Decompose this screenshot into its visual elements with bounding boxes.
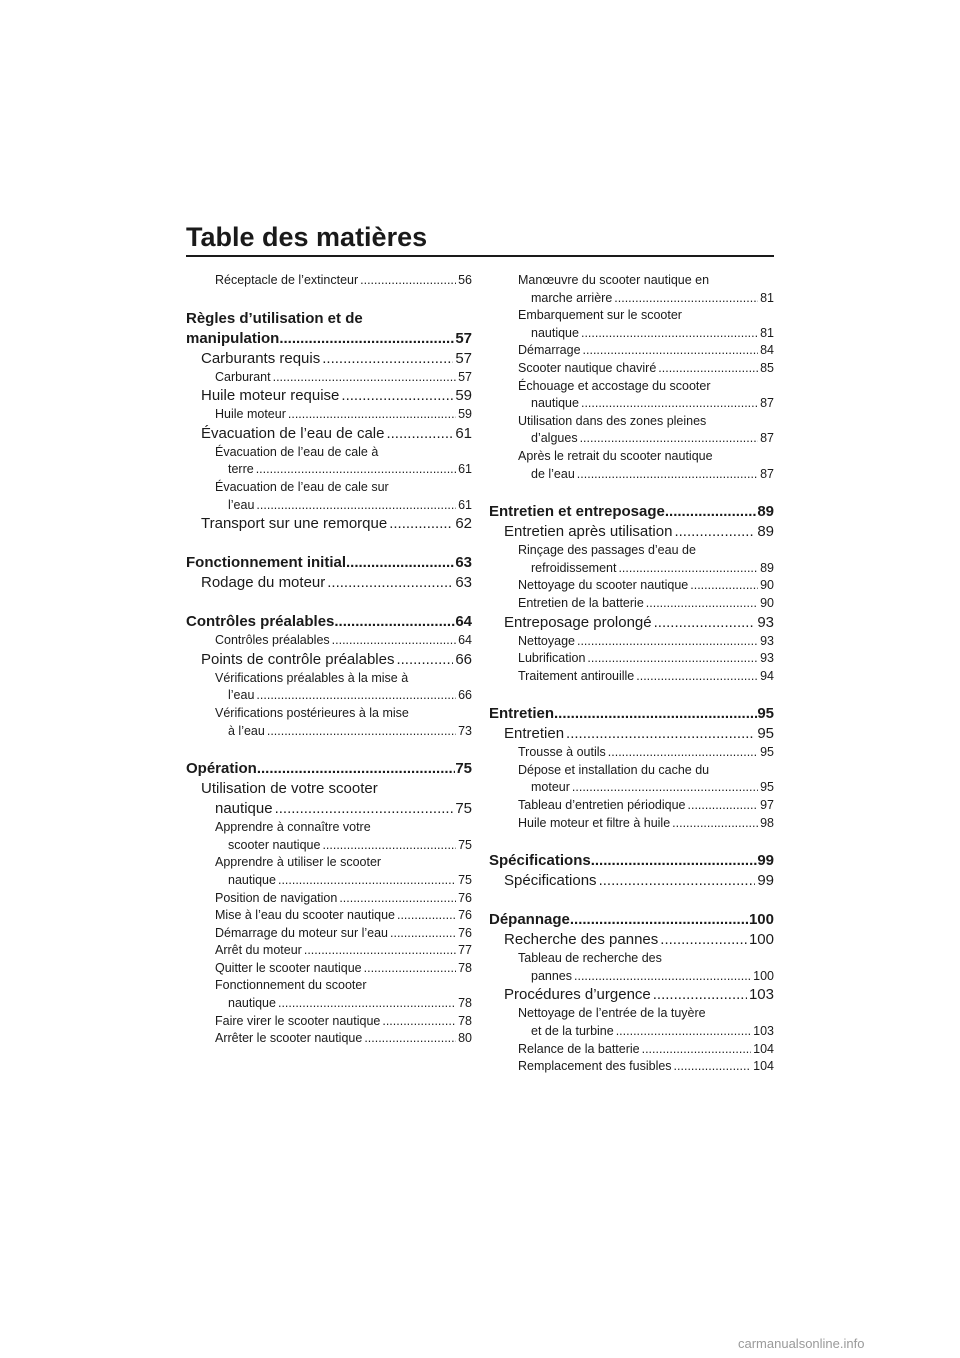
toc-entry[interactable] — [489, 1058, 774, 1076]
toc-leader — [570, 910, 749, 930]
toc-leader — [364, 960, 456, 978]
toc-entry[interactable] — [489, 762, 774, 797]
toc-leader — [390, 925, 456, 943]
toc-leader — [346, 553, 455, 573]
toc-page-number: 75 — [458, 837, 472, 852]
toc-entry-title: Démarrage du moteur sur l’eau — [215, 925, 388, 940]
toc-entry[interactable] — [186, 890, 472, 908]
toc-leader — [660, 930, 747, 950]
toc-entry-title: Lubrification — [518, 651, 586, 666]
toc-leader — [587, 650, 758, 668]
toc-entry-title: Position de navigation — [215, 890, 338, 905]
toc-entry[interactable] — [489, 360, 774, 378]
toc-entry-title: Faire virer le scooter nautique — [215, 1013, 381, 1028]
toc-entry[interactable] — [186, 670, 472, 705]
toc-leader — [341, 386, 453, 406]
toc-leader — [389, 514, 453, 534]
toc-entry-line — [228, 995, 472, 1013]
toc-entry-line — [228, 837, 472, 855]
toc-page-number: 62 — [455, 515, 472, 533]
toc-entry[interactable] — [489, 950, 774, 985]
toc-entry-title: Échouage et accostage du scooter — [518, 378, 711, 393]
toc-entry-title: Arrêter le scooter nautique — [215, 1031, 363, 1046]
toc-entry-title: Contrôles préalables — [215, 633, 330, 648]
toc-leader — [674, 522, 755, 542]
toc-entry[interactable] — [186, 942, 472, 960]
toc-entry[interactable] — [489, 613, 774, 633]
toc-page-number: 57 — [455, 349, 472, 367]
toc-entry-title: Rinçage des passages d’eau de — [518, 543, 696, 558]
toc-entry[interactable] — [186, 960, 472, 978]
toc-entry-title: Mise à l’eau du scooter nautique — [215, 908, 395, 923]
toc-entry[interactable] — [186, 759, 472, 779]
toc-leader — [364, 1030, 456, 1048]
toc-entry[interactable] — [489, 378, 774, 413]
toc-entry[interactable] — [186, 705, 472, 740]
toc-leader — [275, 799, 454, 819]
toc-entry-title: Points de contrôle préalables — [201, 650, 395, 668]
toc-entry[interactable] — [186, 309, 472, 349]
toc-entry-title-cont: nautique — [228, 996, 276, 1011]
toc-entry-title: Entretien après utilisation — [504, 523, 673, 541]
toc-entry[interactable] — [489, 797, 774, 815]
toc-entry[interactable] — [489, 744, 774, 762]
toc-page-number: 77 — [458, 943, 472, 958]
toc-entry[interactable] — [489, 910, 774, 930]
toc-entry-title: Entretien et entreposage — [489, 503, 665, 521]
toc-entry-line — [531, 560, 774, 578]
toc-entry-title-cont: refroidissement — [531, 560, 617, 575]
toc-entry-title: Spécifications — [489, 852, 591, 870]
toc-page-number: 95 — [757, 725, 774, 743]
toc-entry-title: Utilisation de votre scooter — [201, 780, 378, 798]
toc-leader — [674, 1058, 752, 1076]
toc-entry-line — [531, 466, 774, 484]
toc-page-number: 75 — [458, 872, 472, 887]
toc-page-number: 94 — [760, 668, 774, 683]
toc-entry[interactable] — [186, 444, 472, 479]
toc-page-number: 87 — [760, 396, 774, 411]
toc-page-number: 100 — [748, 931, 774, 949]
toc-right-column — [489, 272, 774, 1076]
toc-page-number: 93 — [760, 633, 774, 648]
toc-entry[interactable] — [489, 1041, 774, 1059]
toc-page-number: 100 — [753, 968, 774, 983]
toc-entry-title-cont: d’algues — [531, 431, 578, 446]
toc-entry[interactable] — [489, 595, 774, 613]
toc-entry[interactable] — [186, 369, 472, 387]
toc-entry-title: Vérifications préalables à la mise à — [215, 670, 409, 685]
toc-entry[interactable] — [186, 854, 472, 889]
toc-leader — [327, 573, 453, 593]
toc-entry-title: Trousse à outils — [518, 745, 606, 760]
toc-entry-title: Scooter nautique chaviré — [518, 360, 657, 375]
toc-entry[interactable] — [489, 650, 774, 668]
toc-page-number: 57 — [455, 329, 472, 347]
toc-entry[interactable] — [489, 1005, 774, 1040]
toc-entry-title-cont: pannes — [531, 968, 573, 983]
toc-leader — [397, 907, 456, 925]
toc-entry-line — [186, 329, 472, 349]
toc-page-number: 76 — [458, 890, 472, 905]
toc-entry[interactable] — [489, 522, 774, 542]
toc-entry-title-cont: l’eau — [228, 688, 255, 703]
toc-entry-title-cont: scooter nautique — [228, 837, 321, 852]
toc-entry-title: Nettoyage du scooter nautique — [518, 578, 689, 593]
toc-entry-title: Manœuvre du scooter nautique en — [518, 273, 710, 287]
toc-leader — [267, 723, 456, 741]
toc-leader — [322, 349, 453, 369]
toc-leader — [554, 704, 757, 724]
toc-page-number: 95 — [760, 745, 774, 760]
toc-leader — [665, 502, 757, 522]
toc-entry[interactable] — [489, 815, 774, 833]
toc-entry[interactable] — [186, 779, 472, 819]
toc-entry-title: Spécifications — [504, 872, 597, 890]
toc-entry-title: Huile moteur requise — [201, 387, 340, 405]
toc-entry-title: Dépose et installation du cache du — [518, 762, 710, 777]
toc-entry[interactable] — [186, 632, 472, 650]
toc-entry-line — [531, 1023, 774, 1041]
toc-entry-title: Procédures d’urgence — [504, 986, 651, 1004]
toc-entry-title: Carburant — [215, 369, 271, 384]
toc-entry[interactable] — [489, 542, 774, 577]
toc-entry-title: Contrôles préalables — [186, 613, 335, 631]
toc-leader — [273, 369, 457, 387]
toc-entry-title: Tableau de recherche des — [518, 951, 662, 966]
toc-leader — [608, 744, 758, 762]
toc-entry-line — [531, 290, 774, 308]
toc-page-number: 56 — [458, 273, 472, 287]
toc-entry-title: Rodage du moteur — [201, 574, 326, 592]
toc-entry-title: Démarrage — [518, 343, 581, 358]
toc-page-number: 75 — [455, 800, 472, 818]
toc-entry-title: Huile moteur et filtre à huile — [518, 815, 671, 830]
toc-leader — [583, 342, 759, 360]
toc-leader — [642, 1041, 752, 1059]
toc-leader — [278, 995, 456, 1013]
toc-page-number: 66 — [455, 650, 472, 668]
toc-page-number: 99 — [757, 872, 774, 890]
toc-leader — [591, 851, 758, 871]
toc-entry-title: Fonctionnement initial — [186, 554, 346, 572]
toc-entry-title: Nettoyage — [518, 633, 575, 648]
toc-entry[interactable] — [186, 272, 472, 290]
toc-entry[interactable] — [186, 573, 472, 593]
toc-entry-line — [228, 723, 472, 741]
toc-page-number: 103 — [753, 1024, 774, 1039]
toc-page-number: 100 — [748, 911, 774, 929]
toc-entry-title: Évacuation de l’eau de cale à — [215, 444, 379, 459]
toc-entry[interactable] — [489, 985, 774, 1005]
toc-leader — [574, 968, 751, 986]
toc-entry-title: Apprendre à utiliser le scooter — [215, 855, 382, 870]
toc-leader — [672, 815, 758, 833]
toc-entry-title-cont: nautique — [531, 396, 579, 411]
toc-page-number: 61 — [458, 497, 472, 512]
toc-page-number: 84 — [760, 343, 774, 358]
toc-leader — [658, 360, 758, 378]
toc-entry-title: Entreposage prolongé — [504, 613, 652, 631]
toc-leader — [636, 668, 758, 686]
toc-entry-line — [531, 395, 774, 413]
toc-entry-title: Évacuation de l’eau de cale — [201, 424, 385, 442]
toc-page-number: 90 — [760, 595, 774, 610]
toc-entry[interactable] — [489, 930, 774, 950]
toc-page-number: 59 — [458, 407, 472, 422]
toc-entry-title: Nettoyage de l’entrée de la tuyère — [518, 1006, 706, 1021]
toc-entry-title: Traitement antirouille — [518, 668, 635, 683]
toc-entry-line — [215, 799, 472, 819]
toc-page-number: 104 — [753, 1041, 774, 1056]
toc-page-number: 76 — [458, 925, 472, 940]
toc-entry-line — [531, 325, 774, 343]
toc-page-number: 59 — [455, 387, 472, 405]
toc-leader — [339, 890, 456, 908]
toc-entry-title: Remplacement des fusibles — [518, 1059, 672, 1074]
toc-entry-line — [531, 430, 774, 448]
toc-page-number: 89 — [760, 560, 774, 575]
toc-leader — [396, 650, 453, 670]
toc-entry-title: Quitter le scooter nautique — [215, 960, 362, 975]
toc-entry-line — [228, 497, 472, 515]
toc-entry[interactable] — [186, 479, 472, 514]
toc-entry-title: Recherche des pannes — [504, 931, 659, 949]
toc-page-number: 104 — [753, 1059, 774, 1074]
toc-leader — [386, 424, 453, 444]
toc-entry-title: Fonctionnement du scooter — [215, 978, 367, 993]
toc-entry-title: Entretien — [489, 705, 555, 723]
toc-leader — [360, 272, 456, 290]
toc-page-number: 66 — [458, 688, 472, 703]
toc-entry-title: Arrêt du moteur — [215, 943, 302, 958]
toc-leader — [654, 613, 756, 633]
toc-entry-title: Transport sur une remorque — [201, 515, 388, 533]
toc-entry-title: Entretien — [504, 725, 565, 743]
toc-page-number: 76 — [458, 908, 472, 923]
toc-leader — [577, 633, 758, 651]
toc-entry-line — [531, 779, 774, 797]
toc-entry-line — [228, 687, 472, 705]
toc-leader — [581, 325, 758, 343]
toc-entry[interactable] — [186, 1030, 472, 1048]
toc-leader — [581, 395, 758, 413]
toc-entry[interactable] — [489, 724, 774, 744]
toc-entry-title: Carburants requis — [201, 349, 321, 367]
toc-entry[interactable] — [489, 633, 774, 651]
toc-entry[interactable] — [489, 272, 774, 307]
toc-leader — [616, 1023, 751, 1041]
toc-entry[interactable] — [186, 907, 472, 925]
toc-page-number: 75 — [455, 760, 472, 778]
toc-entry-title: Réceptacle de l’extincteur — [215, 273, 359, 287]
toc-leader — [304, 942, 456, 960]
toc-entry-title: Entretien de la batterie — [518, 595, 644, 610]
toc-entry-title: Apprendre à connaître votre — [215, 820, 371, 835]
toc-entry-title: Dépannage — [489, 911, 570, 929]
toc-entry[interactable] — [186, 612, 472, 632]
toc-leader — [572, 779, 758, 797]
toc-entry[interactable] — [186, 977, 472, 1012]
toc-leader — [690, 577, 758, 595]
toc-entry-line — [228, 461, 472, 479]
toc-entry[interactable] — [186, 424, 472, 444]
toc-page-number: 81 — [760, 325, 774, 340]
toc-page-number: 103 — [748, 986, 774, 1004]
toc-leader — [688, 797, 759, 815]
toc-page-number: 57 — [458, 369, 472, 384]
toc-page-number: 64 — [455, 613, 472, 631]
toc-entry[interactable] — [186, 553, 472, 573]
toc-entry-title-cont: de l’eau — [531, 466, 575, 481]
toc-leader — [646, 595, 758, 613]
toc-leader — [580, 430, 759, 448]
toc-entry[interactable] — [489, 668, 774, 686]
toc-page-number: 90 — [760, 578, 774, 593]
toc-left-column — [186, 272, 472, 1048]
toc-entry[interactable] — [489, 448, 774, 483]
toc-page-number: 97 — [760, 798, 774, 813]
toc-leader — [618, 560, 758, 578]
toc-entry-title: Huile moteur — [215, 407, 286, 422]
toc-entry-title: Vérifications postérieures à la mise — [215, 705, 409, 720]
page-title: Table des matières — [186, 222, 428, 252]
toc-leader — [288, 406, 456, 424]
toc-entry[interactable] — [186, 386, 472, 406]
toc-leader — [279, 329, 455, 349]
toc-entry-title-cont: manipulation — [186, 329, 280, 347]
toc-entry-title: Règles d’utilisation et de — [186, 309, 363, 327]
toc-entry[interactable] — [489, 502, 774, 522]
toc-entry-line — [228, 872, 472, 890]
toc-page-number: 95 — [760, 780, 774, 795]
toc-entry-title-cont: nautique — [531, 325, 579, 340]
toc-page-number: 63 — [455, 554, 472, 572]
toc-page-number: 93 — [760, 651, 774, 666]
toc-page-number: 89 — [757, 503, 774, 521]
toc-leader — [332, 632, 456, 650]
toc-leader — [278, 872, 456, 890]
toc-entry[interactable] — [489, 413, 774, 448]
toc-page-number: 80 — [458, 1031, 472, 1046]
toc-leader — [653, 985, 747, 1005]
toc-leader — [257, 759, 455, 779]
toc-entry[interactable] — [489, 577, 774, 595]
toc-page-number: 89 — [757, 523, 774, 541]
toc-entry[interactable] — [186, 349, 472, 369]
toc-entry[interactable] — [489, 851, 774, 871]
toc-leader — [566, 724, 755, 744]
toc-leader — [577, 466, 758, 484]
toc-page-number: 78 — [458, 1013, 472, 1028]
toc-leader — [382, 1013, 456, 1031]
toc-entry[interactable] — [186, 650, 472, 670]
toc-entry[interactable] — [186, 1013, 472, 1031]
toc-page-number: 99 — [757, 852, 774, 870]
toc-page-number: 78 — [458, 996, 472, 1011]
toc-entry-title: Embarquement sur le scooter — [518, 308, 682, 323]
title-rule — [186, 255, 774, 257]
toc-entry-title-cont: nautique — [228, 872, 276, 887]
toc-entry-title-cont: nautique — [215, 800, 273, 818]
watermark: carmanualsonline.info — [738, 1336, 865, 1351]
toc-entry-title-cont: marche arrière — [531, 290, 613, 305]
toc-leader — [322, 837, 456, 855]
toc-page-number: 95 — [757, 705, 774, 723]
toc-entry-title: Après le retrait du scooter nautique — [518, 448, 713, 463]
toc-page-number: 85 — [760, 360, 774, 375]
toc-page-number: 61 — [455, 424, 472, 442]
toc-page-number: 87 — [760, 431, 774, 446]
toc-entry-title: Tableau d’entretien périodique — [518, 798, 686, 813]
toc-entry[interactable] — [489, 704, 774, 724]
toc-entry[interactable] — [489, 871, 774, 891]
toc-entry-title-cont: et de la turbine — [531, 1024, 614, 1039]
toc-page-number: 61 — [458, 462, 472, 477]
toc-leader — [256, 687, 456, 705]
toc-entry-line — [531, 968, 774, 986]
toc-leader — [256, 461, 456, 479]
toc-leader — [614, 290, 758, 308]
toc-leader — [599, 871, 756, 891]
toc-page-number: 64 — [458, 633, 472, 648]
toc-entry-title: Relance de la batterie — [518, 1041, 640, 1056]
toc-entry[interactable] — [489, 342, 774, 360]
toc-page-number: 98 — [760, 815, 774, 830]
toc-page-number: 87 — [760, 466, 774, 481]
toc-leader — [256, 497, 456, 515]
toc-entry-title-cont: l’eau — [228, 497, 255, 512]
toc-page-number: 63 — [455, 574, 472, 592]
toc-entry-title: Utilisation dans des zones pleines — [518, 413, 707, 428]
toc-entry[interactable] — [186, 925, 472, 943]
toc-entry[interactable] — [186, 819, 472, 854]
toc-entry-title: Évacuation de l’eau de cale sur — [215, 479, 389, 494]
toc-page-number: 93 — [757, 613, 774, 631]
toc-entry-title-cont: à l’eau — [228, 723, 265, 738]
toc-entry[interactable] — [186, 514, 472, 534]
toc-page-number: 81 — [760, 290, 774, 305]
toc-leader — [334, 612, 455, 632]
toc-page-number: 73 — [458, 723, 472, 738]
toc-entry-title-cont: terre — [228, 462, 254, 477]
toc-entry-title: Opération — [186, 760, 257, 778]
toc-entry-title-cont: moteur — [531, 780, 570, 795]
toc-page-number: 78 — [458, 960, 472, 975]
toc-entry[interactable] — [489, 307, 774, 342]
toc-entry[interactable] — [186, 406, 472, 424]
